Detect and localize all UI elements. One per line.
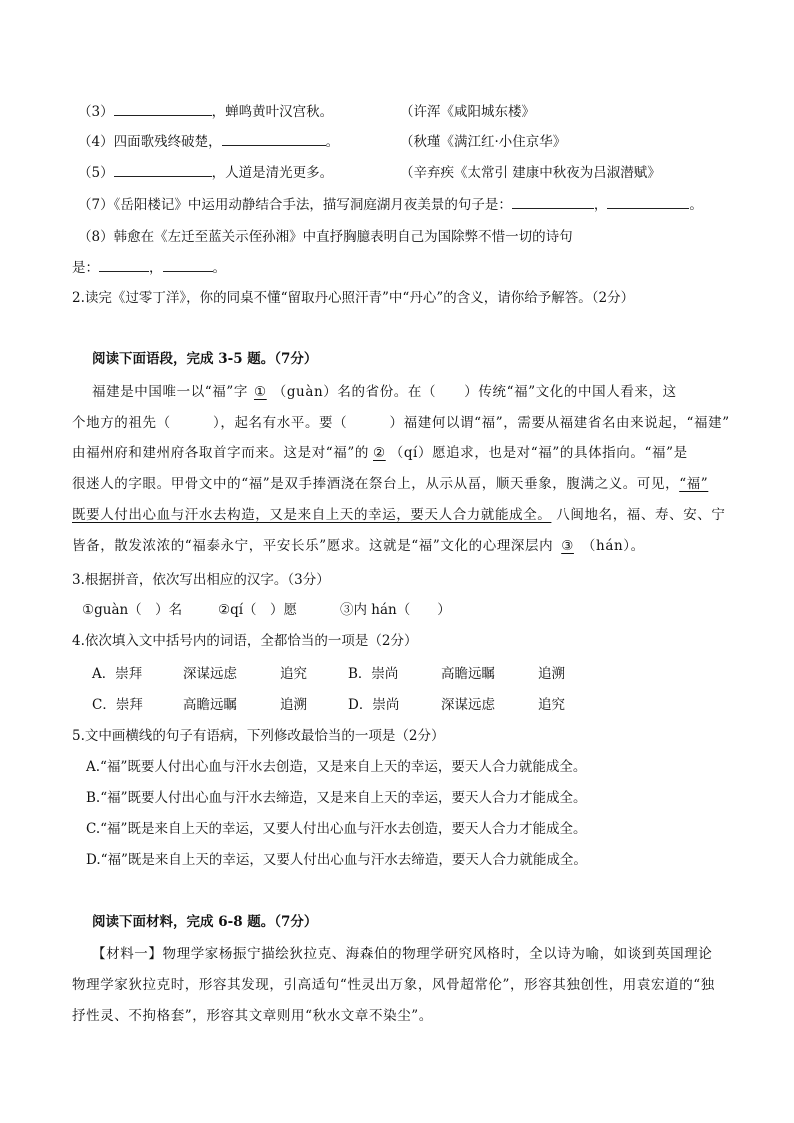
text: 福建是中国唯一以“福”字 [92, 384, 249, 400]
answer-blank[interactable] [163, 257, 213, 272]
passage-line [72, 442, 688, 464]
question-4: 4.依次填入文中括号内的词语，全都恰当的一项是（2分） [72, 633, 418, 649]
answer-blank[interactable] [607, 194, 689, 209]
item-source: （秋瑾《满江红·小住京华》 [400, 134, 567, 150]
fill-item-8-line2 [72, 257, 226, 279]
underlined-sentence: “福” [679, 476, 709, 492]
item-number: （3） [78, 104, 114, 120]
item-source: （许浑《咸阳城东楼》 [400, 104, 535, 120]
option-b-label[interactable]: B．崇尚 [348, 666, 399, 682]
option-d-label[interactable]: D．崇尚 [348, 697, 400, 713]
text: 很迷人的字眼。甲骨文中的“福”是双手捧酒浇在祭台上，从示从畐，顺天垂象，腹满之义。可见， [72, 476, 680, 492]
option-c-word-3: 追溯 [280, 697, 307, 713]
text: 皆备，散发浓浓的“福泰永宁，平安长乐”愿求。这就是“福”文化的心理深层内 [72, 538, 554, 554]
end-mark: 。 [212, 260, 226, 276]
passage-line [72, 504, 726, 526]
fill-item-3 [78, 101, 333, 123]
answer-blank[interactable] [222, 131, 326, 146]
item-number: （5） [78, 165, 114, 181]
blank-marker-2: ② [373, 445, 386, 461]
section-heading-6-8: 阅读下面材料，完成 6-8 题。（7分） [92, 914, 318, 930]
answer-blank[interactable] [114, 101, 212, 116]
fill-item-5 [78, 162, 333, 184]
option-d-word-2: 深谋远虑 [441, 697, 495, 713]
item-text: 四面歌残终破楚， [113, 134, 222, 150]
option-a-label[interactable]: A．崇拜 [92, 666, 143, 682]
q5-option-a[interactable]: A.“福”既要人付出心血与汗水去创造，又是来自上天的幸运，要天人合力就能成全。 [86, 759, 587, 775]
text: 由福州府和建州府各取首字而来。这是对“福”的 [72, 445, 370, 461]
fill-item-4 [78, 131, 339, 153]
option-a-word-3: 追究 [280, 666, 307, 682]
item-source: （辛弃疾《太常引 建康中秋夜为吕淑潜赋》 [400, 165, 661, 181]
text: （guàn）名的省份。在（ ）传统“福”文化的中国人看来，这 [272, 384, 677, 400]
blank-marker-3: ③ [561, 538, 574, 554]
q3-item-2: ②qí（ ）愿 [218, 602, 298, 618]
section-heading-3-5: 阅读下面语段，完成 3-5 题。（7分） [92, 351, 318, 367]
text: （qí）愿追求，也是对“福”的具体指向。“福”是 [389, 445, 688, 461]
option-b-word-2: 高瞻远瞩 [441, 666, 495, 682]
question-5: 5.文中画横线的句子有语病，下列修改最恰当的一项是（2分） [72, 728, 445, 744]
passage-line [72, 535, 645, 557]
underlined-sentence: 既要人付出心血与汗水去构造，又是来自上天的幸运，要天人合力就能成全。 [72, 507, 552, 523]
material-label: 【材料一】 [92, 946, 163, 962]
passage-line: 个地方的祖先（ ），起名有水平。要（ ）福建何以谓“福”，需要从福建省名由来说起，“福建” [72, 415, 730, 431]
option-b-word-3: 追溯 [538, 666, 565, 682]
q5-option-c[interactable]: C.“福”既是来自上天的幸运，又要人付出心血与汗水去创造，要天人合力才能成全。 [86, 821, 587, 837]
separator: ， [593, 197, 608, 213]
fill-item-7 [78, 194, 703, 216]
passage-line [92, 381, 677, 403]
material-line: 物理学家狄拉克时，形容其发现，引高适句“性灵出万象，风骨超常伦”，形容其独创性，用袁宏道的“独 [72, 977, 715, 993]
text: 八闽地名，福、寿、安、宁 [551, 507, 726, 523]
text: （hán）。 [581, 538, 645, 554]
separator: ， [149, 260, 163, 276]
item-text: 。 [325, 134, 340, 150]
answer-blank[interactable] [512, 194, 594, 209]
item-text: （7）《岳阳楼记》中运用动静结合手法，描写洞庭湖月夜美景的句子是： [78, 197, 512, 213]
text: 物理学家杨振宁描绘狄拉克、海森伯的物理学研究风格时，全以诗为喻，如谈到英国理论 [162, 946, 713, 962]
blank-marker-1: ① [254, 384, 267, 400]
item-text: ，蝉鸣黄叶汉宫秋。 [211, 104, 334, 120]
question-2: 2.读完《过零丁洋》，你的同桌不懂“留取丹心照汗青”中“丹心”的含义，请你给予解答。（2分） [72, 290, 635, 306]
option-a-word-2: 深谋远虑 [183, 666, 237, 682]
q3-item-3: ③内 hán（ ） [340, 602, 451, 618]
option-c-word-2: 高瞻远瞩 [183, 697, 237, 713]
answer-blank[interactable] [99, 257, 149, 272]
passage-line [72, 473, 708, 495]
q5-option-d[interactable]: D.“福”既是来自上天的幸运，又要人付出心血与汗水去缔造，要天人合力就能成全。 [86, 852, 587, 868]
option-c-label[interactable]: C．崇拜 [92, 697, 143, 713]
item-number: （4） [78, 134, 114, 150]
option-d-word-3: 追究 [538, 697, 565, 713]
question-3: 3.根据拼音，依次写出相应的汉字。（3分） [72, 572, 330, 588]
end-mark: 。 [689, 197, 703, 213]
item-text: 是： [72, 260, 99, 276]
fill-item-8-line1: （8）韩愈在《左迁至蓝关示侄孙湘》中直抒胸臆表明自己为国除弊不惜一切的诗句 [78, 229, 573, 245]
q3-item-1: ①guàn（ ）名 [82, 602, 183, 618]
item-text: ，人道是清光更多。 [211, 165, 334, 181]
material-line: 抒性灵、不拘格套”，形容其文章则用“秋水文章不染尘”。 [72, 1008, 433, 1024]
material-line [92, 943, 712, 965]
answer-blank[interactable] [114, 162, 212, 177]
q5-option-b[interactable]: B.“福”既要人付出心血与汗水去缔造，又是来自上天的幸运，要天人合力才能成全。 [86, 790, 587, 806]
